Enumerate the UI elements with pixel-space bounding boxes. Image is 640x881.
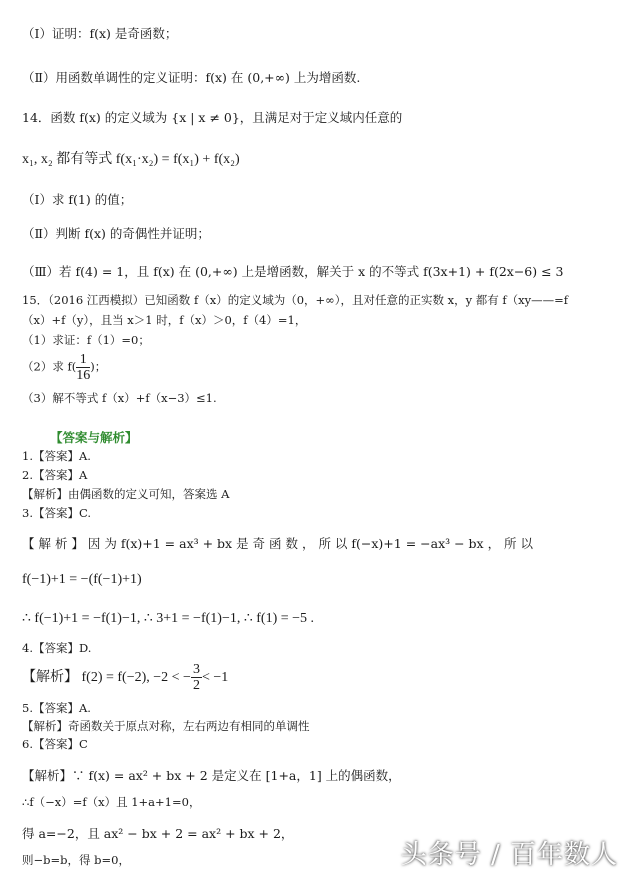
text-line: （Ⅰ）证明：f(x) 是奇函数； bbox=[22, 26, 178, 41]
text-line: （1）求证：f（1）=0； bbox=[22, 333, 150, 347]
text-fragment: 【解析】 f(2) = f(−2), −2 < − bbox=[22, 670, 191, 685]
text-line: （Ⅱ）用函数单调性的定义证明：f(x) 在 (0,+∞) 上为增函数. bbox=[22, 70, 361, 85]
text-line bbox=[22, 662, 228, 693]
fraction-numerator: 3 bbox=[192, 662, 200, 677]
fraction bbox=[76, 352, 90, 383]
fraction-denominator: 2 bbox=[192, 678, 200, 693]
question-15-stem: 15．（2016 江西模拟）已知函数 f（x）的定义域为（0，+∞），且对任意的正实数 x，y 都有 f（xy——=f bbox=[22, 293, 569, 307]
watermark: 头条号 / 百年数人 bbox=[400, 840, 618, 870]
text-line: （Ⅰ）求 f(1) 的值； bbox=[22, 192, 133, 207]
text-line: 4.【答案】D. bbox=[22, 641, 92, 655]
fraction-denominator: 16 bbox=[76, 368, 91, 383]
text-fragment: )； bbox=[90, 359, 107, 374]
text-line: 1.【答案】A. bbox=[22, 449, 91, 463]
text-line: 6.【答案】C bbox=[22, 737, 88, 751]
text-line: 得 a=−2，且 ax² − bx + 2 = ax² + bx + 2， bbox=[22, 826, 294, 841]
fraction-numerator: 1 bbox=[76, 352, 90, 368]
text-line: （3）解不等式 f（x）+f（x−3）≤1. bbox=[22, 391, 217, 405]
question-14-stem: 14．函数 f(x) 的定义域为 {x | x ≠ 0}，且满足对于定义域内任意的 bbox=[22, 110, 403, 125]
text-line: 【解析】由偶函数的定义可知，答案选 A bbox=[22, 487, 230, 501]
text-fragment: < −1 bbox=[201, 670, 229, 685]
text-line: f(−1)+1 = −(f(−1)+1) bbox=[22, 572, 142, 587]
text-line: 【解析】∵ f(x) = ax² + bx + 2 是定义在 [1+a，1] 上的偶函数， bbox=[22, 768, 401, 783]
text-line: 【 解 析 】 因 为 f(x)+1 = ax³ + bx 是 奇 函 数 ， 所 以 f(−x)+1 = −ax³ − bx ， 所 以 bbox=[22, 536, 534, 551]
text-line: 5.【答案】A. bbox=[22, 701, 91, 715]
text-line: 【解析】奇函数关于原点对称，左右两边有相同的单调性 bbox=[22, 719, 310, 733]
section-heading: 【答案与解析】 bbox=[50, 430, 138, 445]
text-line: 则−b=b，得 b=0， bbox=[22, 853, 130, 867]
text-line: （Ⅱ）判断 f(x) 的奇偶性并证明； bbox=[22, 226, 210, 241]
text-line: ∴f（−x）=f（x）且 1+a+1=0， bbox=[22, 795, 201, 809]
text-line: （Ⅲ）若 f(4) = 1，且 f(x) 在 (0,+∞) 上是增函数，解关于 x 的不等式 f(3x+1) + f(2x−6) ≤ 3 bbox=[22, 264, 564, 279]
text-line bbox=[22, 352, 106, 383]
text-line: x₁, x₂ 都有等式 f(x₁·x₂) = f(x₁) + f(x₂) bbox=[22, 152, 240, 167]
text-line: 2.【答案】A bbox=[22, 468, 88, 482]
text-line: （x）+f（y），且当 x＞1 时，f（x）＞0，f（4）=1， bbox=[22, 313, 307, 327]
text-line: 3.【答案】C. bbox=[22, 506, 92, 520]
text-line: ∴ f(−1)+1 = −f(1)−1, ∴ 3+1 = −f(1)−1, ∴ f(1) = −5 . bbox=[22, 611, 315, 626]
fraction bbox=[191, 662, 202, 693]
text-fragment: （2）求 f( bbox=[22, 359, 77, 374]
